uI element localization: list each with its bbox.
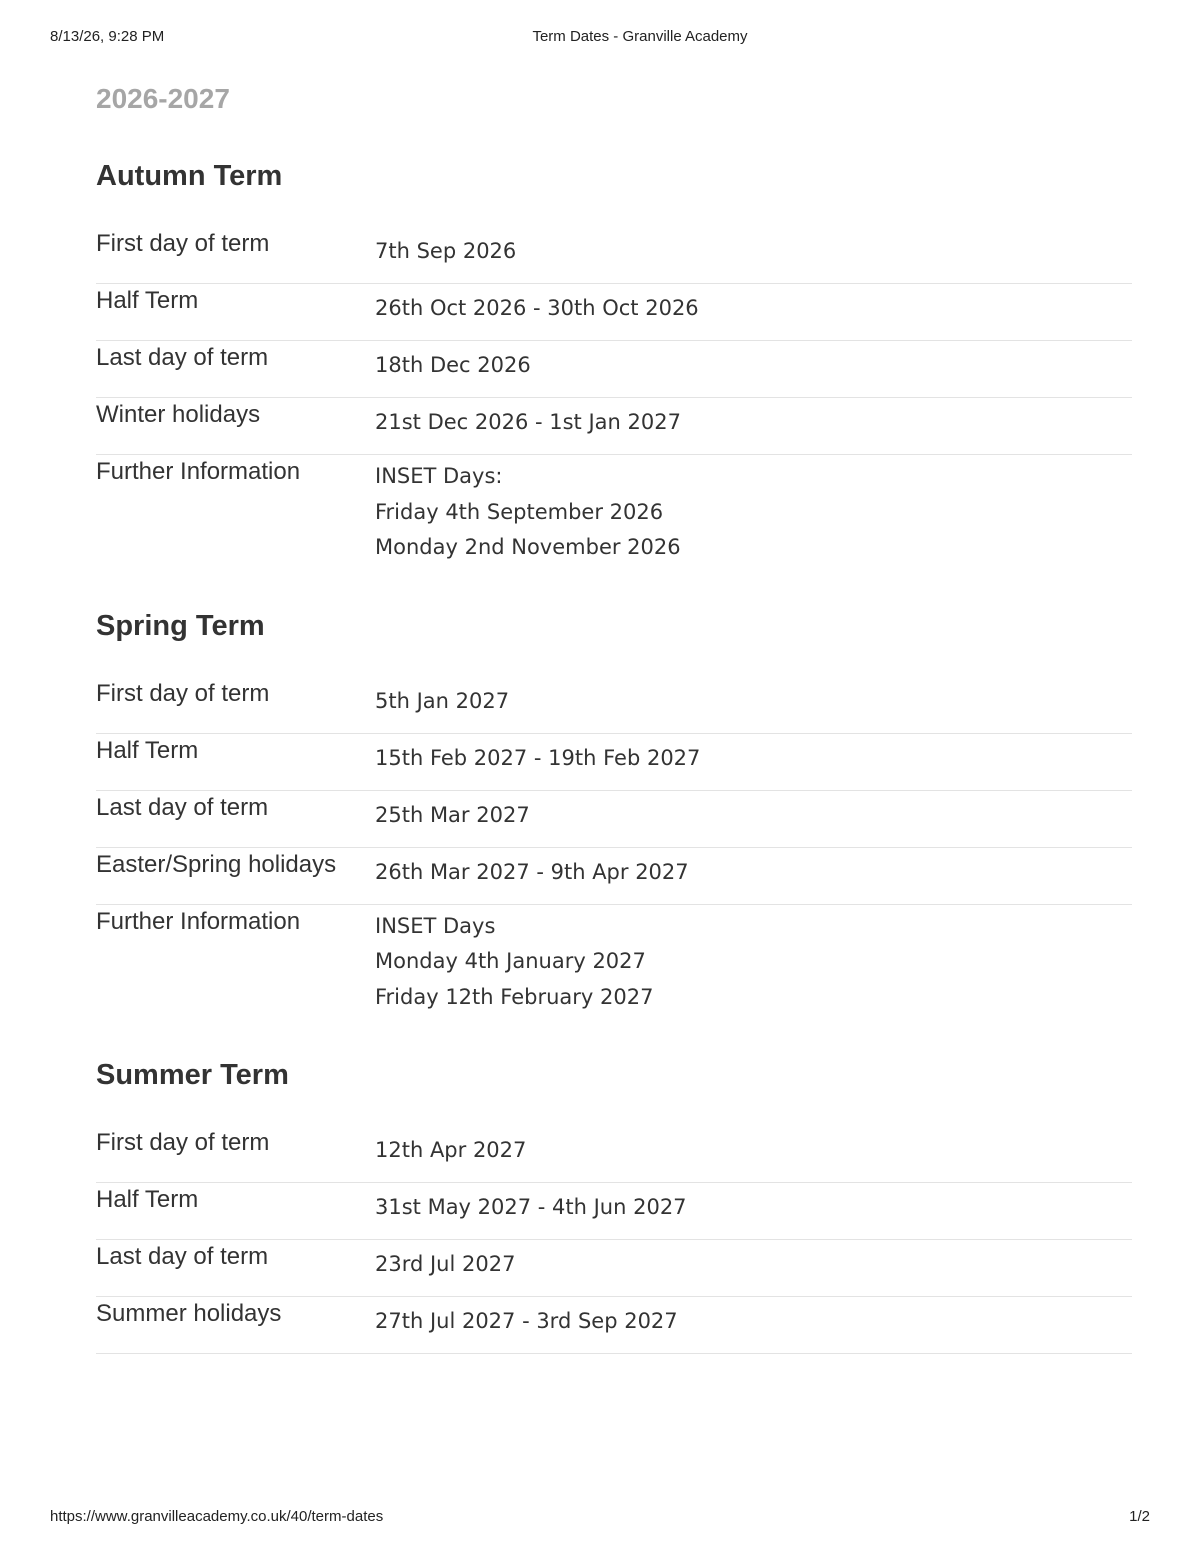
row-label: Winter holidays (96, 401, 261, 428)
print-header (50, 28, 1150, 48)
print-page-title: Term Dates - Granville Academy (532, 28, 748, 45)
row-label: Half Term (96, 1186, 199, 1213)
term-row (96, 341, 1132, 398)
row-label: Half Term (96, 287, 199, 314)
row-value: 26th Mar 2027 - 9th Apr 2027 (375, 859, 689, 884)
row-value: 5th Jan 2027 (375, 688, 510, 713)
row-value (375, 905, 1132, 1016)
row-label: Half Term (96, 736, 199, 764)
row-label: Last day of term (96, 793, 269, 821)
row-value: 31st May 2027 - 4th Jun 2027 (375, 1195, 687, 1219)
row-label: Summer holidays (96, 1300, 282, 1327)
print-datetime: 8/13/26, 9:28 PM (50, 28, 165, 45)
row-label: First day of term (96, 230, 270, 257)
term-row (96, 1183, 1132, 1240)
info-line: INSET Days (375, 913, 496, 938)
row-value: 26th Oct 2026 - 30th Oct 2026 (375, 296, 699, 320)
term-dates-content (96, 80, 1132, 1354)
further-information-row (96, 455, 1132, 566)
row-value (375, 455, 1132, 566)
term-row (96, 1126, 1132, 1183)
term-row (96, 284, 1132, 341)
row-label: First day of term (96, 1129, 270, 1156)
row-value: 7th Sep 2026 (375, 239, 517, 263)
info-line: Monday 4th January 2027 (375, 949, 646, 973)
term-title: Autumn Term (96, 160, 283, 192)
term-table (96, 227, 1132, 566)
row-label: Further Information (96, 458, 301, 485)
term-autumn (96, 158, 1132, 566)
term-row (96, 791, 1132, 848)
info-line: Monday 2nd November 2026 (375, 535, 681, 559)
term-row (96, 227, 1132, 284)
term-table (96, 1126, 1132, 1354)
row-value: 18th Dec 2026 (375, 353, 531, 377)
info-line: Friday 12th February 2027 (375, 984, 654, 1009)
term-row (96, 398, 1132, 455)
row-label: Easter/Spring holidays (96, 850, 337, 878)
row-value: 23rd Jul 2027 (375, 1252, 516, 1276)
term-row (96, 1240, 1132, 1297)
term-row (96, 1297, 1132, 1354)
info-line: Friday 4th September 2026 (375, 499, 664, 524)
row-value: 21st Dec 2026 - 1st Jan 2027 (375, 410, 681, 434)
term-title: Spring Term (96, 609, 265, 642)
row-value: 25th Mar 2027 (375, 802, 530, 827)
print-url[interactable]: https://www.granvilleacademy.co.uk/40/term-dates (50, 1508, 384, 1525)
row-value: 12th Apr 2027 (375, 1138, 527, 1162)
term-table (96, 677, 1132, 1016)
term-row (96, 734, 1132, 791)
row-label: Further Information (96, 907, 301, 935)
term-spring (96, 608, 1132, 1016)
term-summer (96, 1057, 1132, 1354)
page-number: 1/2 (1129, 1508, 1150, 1525)
term-row (96, 677, 1132, 734)
row-label: First day of term (96, 679, 270, 707)
further-information-row (96, 905, 1132, 1016)
row-label: Last day of term (96, 1243, 269, 1270)
academic-year-heading: 2026-2027 (96, 83, 230, 114)
info-line: INSET Days: (375, 464, 503, 488)
term-row (96, 848, 1132, 905)
print-footer (50, 1508, 1150, 1528)
term-title: Summer Term (96, 1059, 289, 1091)
row-value: 27th Jul 2027 - 3rd Sep 2027 (375, 1309, 678, 1333)
row-value: 15th Feb 2027 - 19th Feb 2027 (375, 745, 701, 770)
row-label: Last day of term (96, 344, 269, 371)
